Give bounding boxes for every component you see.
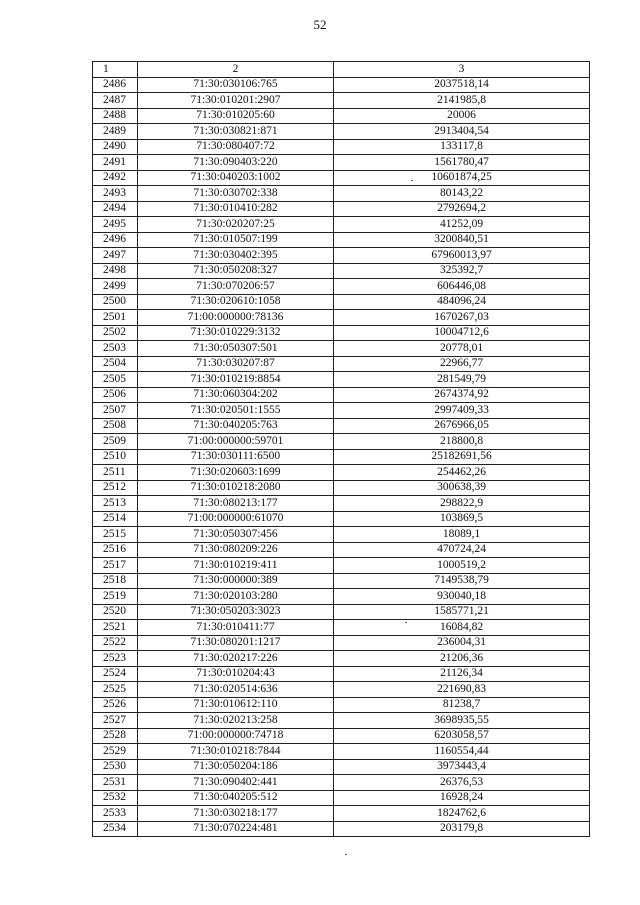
value-cell: 203179,8	[334, 821, 590, 837]
value-cell: 2674374,92	[334, 387, 590, 403]
value-cell: 67960013,97	[334, 248, 590, 264]
cadastral-number-cell: 71:30:070224:481	[138, 821, 334, 837]
cadastral-number-cell: 71:30:080201:1217	[138, 635, 334, 651]
value-cell: 81238,7	[334, 697, 590, 713]
table-row	[93, 279, 590, 295]
row-number-cell: 2503	[93, 341, 138, 357]
row-number-cell: 2532	[93, 790, 138, 806]
value-cell: 2997409,33	[334, 403, 590, 419]
scan-speck	[405, 622, 407, 623]
table-row	[93, 325, 590, 341]
row-number-cell: 2528	[93, 728, 138, 744]
table-row	[93, 155, 590, 171]
row-number-cell: 2533	[93, 806, 138, 822]
table-row	[93, 651, 590, 667]
row-number-cell: 2492	[93, 170, 138, 186]
cadastral-number-cell: 71:30:010204:43	[138, 666, 334, 682]
cadastral-number-cell: 71:30:030111:6500	[138, 449, 334, 465]
table-row	[93, 558, 590, 574]
cadastral-number-cell: 71:00:000000:78136	[138, 310, 334, 326]
row-number-cell: 2489	[93, 124, 138, 140]
value-cell: 2676966,05	[334, 418, 590, 434]
table-row	[93, 666, 590, 682]
table-row	[93, 341, 590, 357]
row-number-cell: 2530	[93, 759, 138, 775]
cadastral-number-cell: 71:30:040205:763	[138, 418, 334, 434]
value-cell: 606446,08	[334, 279, 590, 295]
row-number-cell: 2506	[93, 387, 138, 403]
row-number-cell: 2486	[93, 77, 138, 93]
value-cell: 22966,77	[334, 356, 590, 372]
row-number-cell: 2531	[93, 775, 138, 791]
cadastral-number-cell: 71:30:020213:258	[138, 713, 334, 729]
value-cell: 930040,18	[334, 589, 590, 605]
cadastral-number-cell: 71:30:020207:25	[138, 217, 334, 233]
value-cell: 80143,22	[334, 186, 590, 202]
row-number-cell: 2493	[93, 186, 138, 202]
cadastral-number-cell: 71:30:090403:220	[138, 155, 334, 171]
table-row	[93, 728, 590, 744]
row-number-cell: 2490	[93, 139, 138, 155]
value-cell: 18089,1	[334, 527, 590, 543]
value-cell: 281549,79	[334, 372, 590, 388]
value-cell: 20778,01	[334, 341, 590, 357]
value-cell: 16928,24	[334, 790, 590, 806]
table-row	[93, 170, 590, 186]
value-cell: 21126,34	[334, 666, 590, 682]
table-row	[93, 108, 590, 124]
table-row	[93, 217, 590, 233]
row-number-cell: 2521	[93, 620, 138, 636]
cadastral-number-cell: 71:00:000000:61070	[138, 511, 334, 527]
value-cell: 16084,82	[334, 620, 590, 636]
value-cell: 3698935,55	[334, 713, 590, 729]
table-row	[93, 620, 590, 636]
table-row	[93, 573, 590, 589]
table-row	[93, 387, 590, 403]
table-row	[93, 759, 590, 775]
cadastral-number-cell: 71:30:030821:871	[138, 124, 334, 140]
value-cell: 3200840,51	[334, 232, 590, 248]
row-number-cell: 2510	[93, 449, 138, 465]
cadastral-number-cell: 71:30:020217:226	[138, 651, 334, 667]
table-row	[93, 77, 590, 93]
row-number-cell: 2488	[93, 108, 138, 124]
table-row	[93, 635, 590, 651]
row-number-cell: 2529	[93, 744, 138, 760]
cadastral-number-cell: 71:30:010229:3132	[138, 325, 334, 341]
value-cell: 21206,36	[334, 651, 590, 667]
table-row	[93, 449, 590, 465]
value-cell: 1824762,6	[334, 806, 590, 822]
value-cell: 25182691,56	[334, 449, 590, 465]
value-cell: 221690,83	[334, 682, 590, 698]
cadastral-number-cell: 71:30:030218:177	[138, 806, 334, 822]
table-row	[93, 744, 590, 760]
table-row	[93, 139, 590, 155]
table-row	[93, 294, 590, 310]
cadastral-number-cell: 71:30:050203:3023	[138, 604, 334, 620]
cadastral-number-cell: 71:30:060304:202	[138, 387, 334, 403]
row-number-cell: 2507	[93, 403, 138, 419]
table-body	[93, 77, 590, 837]
cadastral-number-cell: 71:30:010218:2080	[138, 480, 334, 496]
row-number-cell: 2499	[93, 279, 138, 295]
data-table	[92, 61, 590, 837]
row-number-cell: 2527	[93, 713, 138, 729]
value-cell: 133117,8	[334, 139, 590, 155]
row-number-cell: 2494	[93, 201, 138, 217]
cadastral-number-cell: 71:30:040205:512	[138, 790, 334, 806]
value-cell: 236004,31	[334, 635, 590, 651]
table-row	[93, 186, 590, 202]
value-cell: 1670267,03	[334, 310, 590, 326]
row-number-cell: 2516	[93, 542, 138, 558]
scan-speck	[411, 180, 413, 181]
table-row	[93, 356, 590, 372]
column-header-3: 3	[334, 62, 590, 78]
table-row	[93, 682, 590, 698]
value-cell: 2141985,8	[334, 93, 590, 109]
row-number-cell: 2515	[93, 527, 138, 543]
cadastral-number-cell: 71:30:050307:456	[138, 527, 334, 543]
cadastral-number-cell: 71:30:040203:1002	[138, 170, 334, 186]
row-number-cell: 2534	[93, 821, 138, 837]
row-number-cell: 2520	[93, 604, 138, 620]
table-row	[93, 589, 590, 605]
scan-speck	[345, 854, 347, 855]
value-cell: 300638,39	[334, 480, 590, 496]
table-row	[93, 418, 590, 434]
row-number-cell: 2524	[93, 666, 138, 682]
row-number-cell: 2525	[93, 682, 138, 698]
value-cell: 218800,8	[334, 434, 590, 450]
value-cell: 325392,7	[334, 263, 590, 279]
value-cell: 1160554,44	[334, 744, 590, 760]
value-cell: 2913404,54	[334, 124, 590, 140]
row-number-cell: 2504	[93, 356, 138, 372]
table-row	[93, 527, 590, 543]
table-row	[93, 713, 590, 729]
value-cell: 3973443,4	[334, 759, 590, 775]
value-cell: 1000519,2	[334, 558, 590, 574]
table-row	[93, 496, 590, 512]
value-cell: 1585771,21	[334, 604, 590, 620]
row-number-cell: 2526	[93, 697, 138, 713]
value-cell: 20006	[334, 108, 590, 124]
row-number-cell: 2501	[93, 310, 138, 326]
value-cell: 41252,09	[334, 217, 590, 233]
value-cell: 26376,53	[334, 775, 590, 791]
row-number-cell: 2496	[93, 232, 138, 248]
value-cell: 7149538,79	[334, 573, 590, 589]
row-number-cell: 2514	[93, 511, 138, 527]
row-number-cell: 2518	[93, 573, 138, 589]
row-number-cell: 2495	[93, 217, 138, 233]
cadastral-number-cell: 71:30:030402:395	[138, 248, 334, 264]
table-row	[93, 511, 590, 527]
cadastral-number-cell: 71:30:080209:226	[138, 542, 334, 558]
row-number-cell: 2512	[93, 480, 138, 496]
cadastral-number-cell: 71:30:080213:177	[138, 496, 334, 512]
column-header-2: 2	[138, 62, 334, 78]
table-row	[93, 232, 590, 248]
cadastral-number-cell: 71:30:010612:110	[138, 697, 334, 713]
row-number-cell: 2498	[93, 263, 138, 279]
table-row	[93, 310, 590, 326]
cadastral-number-cell: 71:30:010201:2907	[138, 93, 334, 109]
row-number-cell: 2523	[93, 651, 138, 667]
cadastral-number-cell: 71:30:010218:7844	[138, 744, 334, 760]
table-row	[93, 604, 590, 620]
table-row	[93, 480, 590, 496]
table-row	[93, 465, 590, 481]
table-row	[93, 124, 590, 140]
value-cell: 103869,5	[334, 511, 590, 527]
cadastral-number-cell: 71:30:050208:327	[138, 263, 334, 279]
row-number-cell: 2500	[93, 294, 138, 310]
row-number-cell: 2511	[93, 465, 138, 481]
cadastral-number-cell: 71:30:050204:186	[138, 759, 334, 775]
value-cell: 470724,24	[334, 542, 590, 558]
table-row	[93, 821, 590, 837]
row-number-cell: 2508	[93, 418, 138, 434]
cadastral-number-cell: 71:30:020103:280	[138, 589, 334, 605]
cadastral-number-cell: 71:30:080407:72	[138, 139, 334, 155]
cadastral-number-cell: 71:30:050307:501	[138, 341, 334, 357]
cadastral-number-cell: 71:30:010410:282	[138, 201, 334, 217]
value-cell: 6203058,57	[334, 728, 590, 744]
row-number-cell: 2509	[93, 434, 138, 450]
row-number-cell: 2513	[93, 496, 138, 512]
page-number: 52	[313, 17, 327, 32]
table-header-row	[93, 62, 590, 78]
cadastral-number-cell: 71:30:070206:57	[138, 279, 334, 295]
cadastral-number-cell: 71:30:010219:411	[138, 558, 334, 574]
cadastral-number-cell: 71:30:010507:199	[138, 232, 334, 248]
table-row	[93, 403, 590, 419]
cadastral-number-cell: 71:30:000000:389	[138, 573, 334, 589]
table-row	[93, 790, 590, 806]
row-number-cell: 2517	[93, 558, 138, 574]
table-row	[93, 263, 590, 279]
column-header-1: 1	[93, 62, 138, 78]
cadastral-number-cell: 71:30:010205:60	[138, 108, 334, 124]
table-row	[93, 542, 590, 558]
row-number-cell: 2505	[93, 372, 138, 388]
cadastral-number-cell: 71:30:010219:8854	[138, 372, 334, 388]
cadastral-number-cell: 71:00:000000:74718	[138, 728, 334, 744]
cadastral-number-cell: 71:30:030702:338	[138, 186, 334, 202]
cadastral-number-cell: 71:30:030207:87	[138, 356, 334, 372]
table-row	[93, 434, 590, 450]
table-row	[93, 201, 590, 217]
row-number-cell: 2519	[93, 589, 138, 605]
table-row	[93, 248, 590, 264]
row-number-cell: 2491	[93, 155, 138, 171]
table-row	[93, 697, 590, 713]
cadastral-number-cell: 71:00:000000:59701	[138, 434, 334, 450]
table-row	[93, 93, 590, 109]
cadastral-number-cell: 71:30:020603:1699	[138, 465, 334, 481]
value-cell: 484096,24	[334, 294, 590, 310]
row-number-cell: 2487	[93, 93, 138, 109]
value-cell: 298822,9	[334, 496, 590, 512]
cadastral-number-cell: 71:30:020610:1058	[138, 294, 334, 310]
value-cell: 2037518,14	[334, 77, 590, 93]
value-cell: 1561780,47	[334, 155, 590, 171]
value-cell: 254462,26	[334, 465, 590, 481]
cadastral-number-cell: 71:30:020501:1555	[138, 403, 334, 419]
table-row	[93, 775, 590, 791]
cadastral-number-cell: 71:30:090402:441	[138, 775, 334, 791]
value-cell: 10601874,25	[334, 170, 590, 186]
cadastral-number-cell: 71:30:020514:636	[138, 682, 334, 698]
table-row	[93, 806, 590, 822]
value-cell: 2792694,2	[334, 201, 590, 217]
value-cell: 10004712,6	[334, 325, 590, 341]
cadastral-number-cell: 71:30:010411:77	[138, 620, 334, 636]
row-number-cell: 2502	[93, 325, 138, 341]
row-number-cell: 2497	[93, 248, 138, 264]
table-row	[93, 372, 590, 388]
row-number-cell: 2522	[93, 635, 138, 651]
cadastral-number-cell: 71:30:030106:765	[138, 77, 334, 93]
